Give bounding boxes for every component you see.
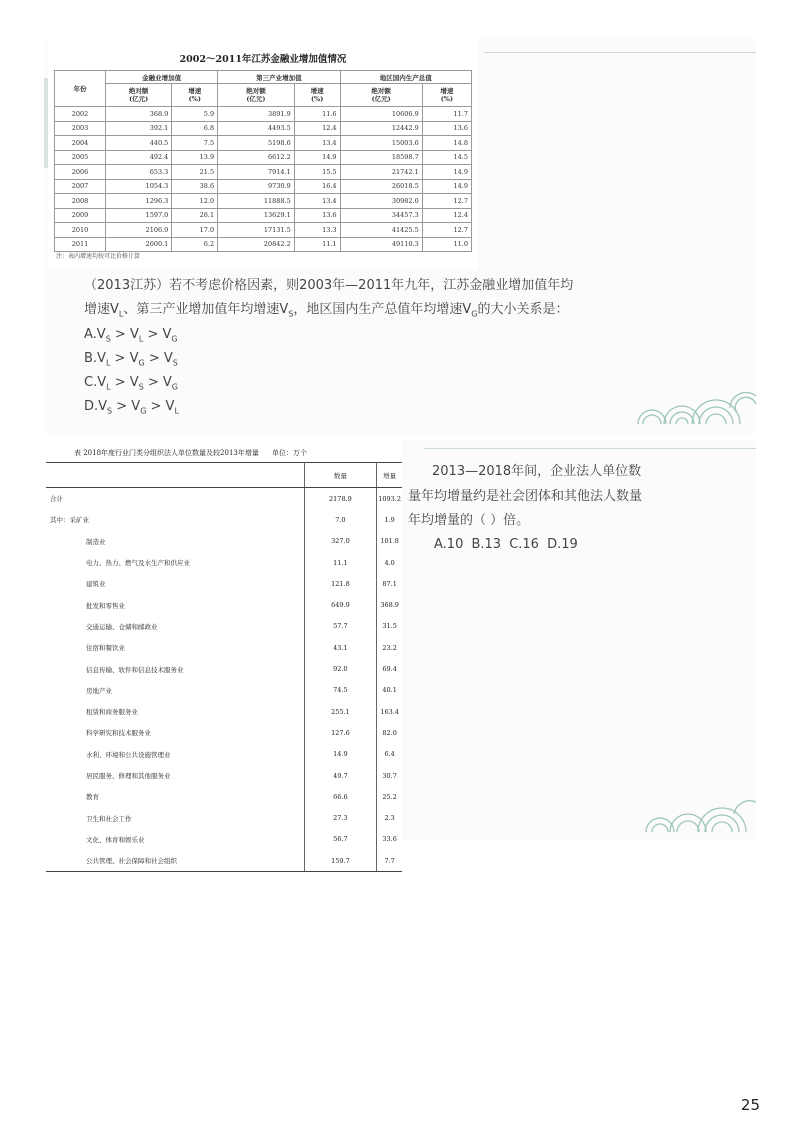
value-cell: 12.7 — [422, 194, 471, 209]
industry-cell: 制造业 — [46, 531, 304, 552]
value-cell: 12442.9 — [340, 121, 422, 136]
value-cell: 28.1 — [172, 208, 218, 223]
increase-cell: 40.1 — [382, 686, 397, 695]
value-cell: 11.1 — [294, 237, 340, 252]
value-cell: 16.4 — [294, 179, 340, 194]
value-cell: 6.8 — [172, 121, 218, 136]
value-cell: 9730.9 — [218, 179, 295, 194]
count-cell: 27.3 — [304, 807, 377, 828]
option-text: > V — [143, 375, 172, 390]
increase-cell: 25.2 — [382, 792, 397, 801]
table-row — [46, 594, 402, 615]
value-cell: 11888.5 — [218, 194, 295, 209]
value-cell: 7914.1 — [218, 165, 295, 180]
count-cell: 49.7 — [304, 765, 377, 786]
increase-header: 增量 — [377, 463, 402, 488]
value-cell: 12.4 — [294, 121, 340, 136]
industry-cell: 交通运输、仓储和邮政业 — [46, 616, 304, 637]
value-cell: 368.9 — [106, 107, 172, 122]
table-row — [46, 744, 402, 765]
table-2-panel — [44, 440, 402, 866]
table-row — [46, 658, 402, 679]
table-row — [46, 509, 402, 530]
option-text: > V — [110, 351, 139, 366]
year-cell: 2011 — [55, 237, 106, 252]
count-cell: 2178.9 — [304, 488, 377, 510]
wave-decoration-icon — [634, 368, 756, 434]
value-cell: 13.4 — [294, 136, 340, 151]
option-text: > V — [144, 351, 173, 366]
year-cell: 2006 — [55, 165, 106, 180]
table-row — [46, 701, 402, 722]
value-cell: 14.9 — [422, 179, 471, 194]
sub-header: 增速 (%) — [422, 84, 471, 107]
increase-cell: 2.3 — [384, 814, 395, 823]
table-row — [46, 786, 402, 807]
sub-header: 绝对额 (亿元) — [340, 84, 422, 107]
count-cell: 56.7 — [304, 829, 377, 850]
table-1-panel — [48, 38, 478, 270]
increase-cell: 23.2 — [382, 643, 397, 652]
table-row — [55, 194, 472, 209]
increase-cell: 163.4 — [380, 707, 399, 716]
option-text: D.V — [84, 399, 108, 414]
value-cell: 7.5 — [172, 136, 218, 151]
value-cell: 1296.3 — [106, 194, 172, 209]
value-cell: 41425.5 — [340, 223, 422, 238]
value-cell: 17131.5 — [218, 223, 295, 238]
industry-cell: 住宿和餐饮业 — [46, 637, 304, 658]
increase-cell: 31.5 — [382, 622, 397, 631]
year-cell: 2005 — [55, 150, 106, 165]
increase-cell: 7.7 — [377, 850, 402, 872]
question-2-line: 量年均增量约是社会团体和其他法人数量 — [408, 488, 643, 504]
text-segment: 、第三产业增加值年均增速V — [123, 302, 289, 317]
industry-cell: 房地产业 — [46, 680, 304, 701]
value-cell: 17.0 — [172, 223, 218, 238]
table-row — [46, 722, 402, 743]
table-1-body — [55, 107, 472, 252]
option-text: > V — [110, 327, 139, 342]
option-text: B.V — [84, 351, 106, 366]
value-cell: 21.5 — [172, 165, 218, 180]
year-cell: 2004 — [55, 136, 106, 151]
sub-header: 绝对额 (亿元) — [106, 84, 172, 107]
question-2-line: 年均增量的（ ）倍。 — [408, 513, 530, 528]
table-row — [46, 850, 402, 872]
option-a[interactable] — [84, 327, 178, 344]
table-row — [46, 829, 402, 850]
table-row — [46, 573, 402, 594]
value-cell: 13.4 — [294, 194, 340, 209]
count-cell: 7.0 — [304, 509, 377, 530]
count-cell: 649.9 — [304, 594, 377, 615]
page-number: 25 — [740, 1096, 760, 1114]
count-cell: 159.7 — [304, 850, 377, 872]
year-cell: 2008 — [55, 194, 106, 209]
table-row — [46, 765, 402, 786]
industry-cell: 租赁和商务服务业 — [46, 701, 304, 722]
value-cell: 12.0 — [172, 194, 218, 209]
industry-cell: 文化、体育和娱乐业 — [46, 829, 304, 850]
industry-cell: 批发和零售业 — [46, 594, 304, 615]
subscript: G — [140, 406, 147, 416]
count-cell: 92.0 — [304, 658, 377, 679]
increase-cell: 368.9 — [380, 601, 399, 610]
count-cell: 327.0 — [304, 531, 377, 552]
value-cell: 15.5 — [294, 165, 340, 180]
value-cell: 21742.1 — [340, 165, 422, 180]
group-header: 地区国内生产总值 — [340, 71, 471, 84]
value-cell: 20842.2 — [218, 237, 295, 252]
increase-cell: 6.4 — [384, 750, 395, 759]
value-cell: 13.3 — [294, 223, 340, 238]
table-1-title: 2002～2011年江苏金融业增加值情况 — [179, 54, 347, 65]
industry-cell: 卫生和社会工作 — [46, 807, 304, 828]
year-cell: 2007 — [55, 179, 106, 194]
subscript: L — [138, 334, 144, 344]
industry-cell: 建筑业 — [46, 573, 304, 594]
slide-1 — [44, 38, 756, 434]
table-1-note: 注：表内增速均按可比价格计算 — [56, 253, 141, 260]
subscript: L — [118, 309, 124, 319]
value-cell: 12.7 — [422, 223, 471, 238]
option-text: > V — [143, 327, 172, 342]
count-cell: 57.7 — [304, 616, 377, 637]
subscript: L — [174, 406, 179, 416]
value-cell: 14.9 — [294, 150, 340, 165]
value-cell: 5.9 — [172, 107, 218, 122]
subscript: S — [105, 334, 111, 344]
count-cell: 43.1 — [304, 637, 377, 658]
value-cell: 13.6 — [294, 208, 340, 223]
value-cell: 38.6 — [172, 179, 218, 194]
increase-cell: 1093.2 — [378, 494, 401, 503]
value-cell: 13629.1 — [218, 208, 295, 223]
subscript: G — [471, 309, 478, 319]
question-1-line-1: （2013江苏）若不考虑价格因素，则2003年—2011年九年，江苏金融业增加值年均 — [84, 278, 574, 293]
count-cell: 14.9 — [304, 744, 377, 765]
sub-header: 增速 (%) — [294, 84, 340, 107]
question-1-stem — [84, 274, 704, 327]
option-text: A.V — [84, 327, 106, 342]
table-1 — [54, 70, 472, 252]
subscript: G — [138, 358, 145, 368]
value-cell: 14.9 — [422, 165, 471, 180]
value-cell: 6.2 — [172, 237, 218, 252]
text-segment: 增速V — [84, 302, 119, 317]
table-2 — [46, 462, 402, 872]
subscript: G — [171, 382, 178, 392]
value-cell: 30982.0 — [340, 194, 422, 209]
wave-decoration-icon — [644, 774, 756, 840]
year-cell: 2009 — [55, 208, 106, 223]
subscript: G — [171, 334, 178, 344]
value-cell: 1054.3 — [106, 179, 172, 194]
question-2-options[interactable]: A.10 B.13 C.16 D.19 — [434, 537, 578, 552]
value-cell: 11.7 — [422, 107, 471, 122]
count-cell: 121.8 — [304, 573, 377, 594]
value-cell: 15003.6 — [340, 136, 422, 151]
value-cell: 2106.9 — [106, 223, 172, 238]
table-row — [55, 223, 472, 238]
table-2-unit: 单位：万个 — [272, 449, 307, 457]
count-cell: 11.1 — [304, 552, 377, 573]
value-cell: 13.6 — [422, 121, 471, 136]
table-row — [46, 807, 402, 828]
question-2-line: 2013—2018年间，企业法人单位数 — [432, 464, 642, 479]
count-cell: 255.1 — [304, 701, 377, 722]
value-cell: 6612.2 — [218, 150, 295, 165]
option-text: > V — [110, 375, 139, 390]
value-cell: 392.1 — [106, 121, 172, 136]
value-cell: 14.5 — [422, 150, 471, 165]
value-cell: 12.4 — [422, 208, 471, 223]
industry-cell: 科学研究和技术服务业 — [46, 722, 304, 743]
value-cell: 14.8 — [422, 136, 471, 151]
value-cell: 10606.9 — [340, 107, 422, 122]
industry-cell: 其中：采矿业 — [46, 509, 304, 530]
increase-cell: 33.6 — [382, 835, 397, 844]
value-cell: 3891.9 — [218, 107, 295, 122]
increase-cell: 1.9 — [384, 515, 395, 524]
text-segment: ，地区国内生产总值年均增速V — [293, 302, 472, 317]
group-header: 第三产业增加值 — [218, 71, 340, 84]
option-d[interactable] — [84, 399, 179, 416]
value-cell: 13.9 — [172, 150, 218, 165]
table-row — [55, 208, 472, 223]
slide-2 — [44, 440, 756, 866]
option-text: > V — [146, 399, 175, 414]
table-row — [46, 637, 402, 658]
increase-cell: 30.7 — [382, 771, 397, 780]
table-row — [46, 616, 402, 637]
blank-header — [46, 463, 304, 488]
option-text: C.V — [84, 375, 107, 390]
table-row — [55, 237, 472, 252]
option-text: > V — [112, 399, 141, 414]
table-row — [55, 136, 472, 151]
sub-header: 绝对额 (亿元) — [218, 84, 295, 107]
table-row — [46, 488, 402, 510]
count-header: 数量 — [304, 463, 377, 488]
table-row — [55, 107, 472, 122]
increase-cell: 4.0 — [384, 558, 395, 567]
value-cell: 653.3 — [106, 165, 172, 180]
value-cell: 1597.0 — [106, 208, 172, 223]
subscript: L — [106, 382, 111, 392]
count-cell: 74.5 — [304, 680, 377, 701]
table-row — [46, 680, 402, 701]
value-cell: 34457.3 — [340, 208, 422, 223]
table-row — [55, 121, 472, 136]
increase-cell: 87.1 — [382, 579, 397, 588]
industry-cell: 电力、热力、燃气及水生产和供应业 — [46, 552, 304, 573]
value-cell: 18598.7 — [340, 150, 422, 165]
table-row — [55, 179, 472, 194]
value-cell: 492.4 — [106, 150, 172, 165]
year-cell: 2002 — [55, 107, 106, 122]
count-cell: 127.6 — [304, 722, 377, 743]
sub-header: 增速 (%) — [172, 84, 218, 107]
year-cell: 2003 — [55, 121, 106, 136]
subscript: S — [288, 309, 294, 319]
industry-cell: 信息传输、软件和信息技术服务业 — [46, 658, 304, 679]
table-row — [46, 552, 402, 573]
increase-cell: 69.4 — [382, 665, 397, 674]
table-row — [55, 150, 472, 165]
option-c[interactable] — [84, 375, 178, 392]
option-b[interactable] — [84, 351, 178, 368]
subscript: L — [105, 358, 111, 368]
question-1-line-2 — [84, 298, 704, 327]
value-cell: 4493.5 — [218, 121, 295, 136]
industry-cell: 水利、环境和公共设施管理业 — [46, 744, 304, 765]
question-2-stem — [408, 460, 718, 534]
year-cell: 2010 — [55, 223, 106, 238]
table-2-body — [46, 488, 402, 872]
value-cell: 26018.5 — [340, 179, 422, 194]
industry-cell: 公共管理、社会保障和社会组织 — [46, 850, 304, 872]
table-row — [46, 531, 402, 552]
subscript: S — [172, 358, 178, 368]
value-cell: 11.6 — [294, 107, 340, 122]
value-cell: 11.0 — [422, 237, 471, 252]
year-header: 年份 — [55, 71, 106, 107]
increase-cell: 82.0 — [382, 728, 397, 737]
subscript: S — [107, 406, 113, 416]
industry-cell: 合计 — [46, 488, 304, 510]
group-header: 金融业增加值 — [106, 71, 218, 84]
value-cell: 2600.1 — [106, 237, 172, 252]
table-row — [55, 165, 472, 180]
count-cell: 66.6 — [304, 786, 377, 807]
value-cell: 5198.6 — [218, 136, 295, 151]
value-cell: 49110.3 — [340, 237, 422, 252]
decorative-line — [424, 448, 756, 449]
table-2-title: 表 2018年度行业门类分组织法人单位数量及较2013年增量 — [74, 449, 259, 457]
text-segment: 的大小关系是： — [477, 302, 569, 317]
value-cell: 440.5 — [106, 136, 172, 151]
subscript: S — [138, 382, 144, 392]
industry-cell: 教育 — [46, 786, 304, 807]
increase-cell: 101.8 — [380, 537, 399, 546]
decorative-line — [484, 52, 756, 53]
industry-cell: 居民服务、修理和其他服务业 — [46, 765, 304, 786]
